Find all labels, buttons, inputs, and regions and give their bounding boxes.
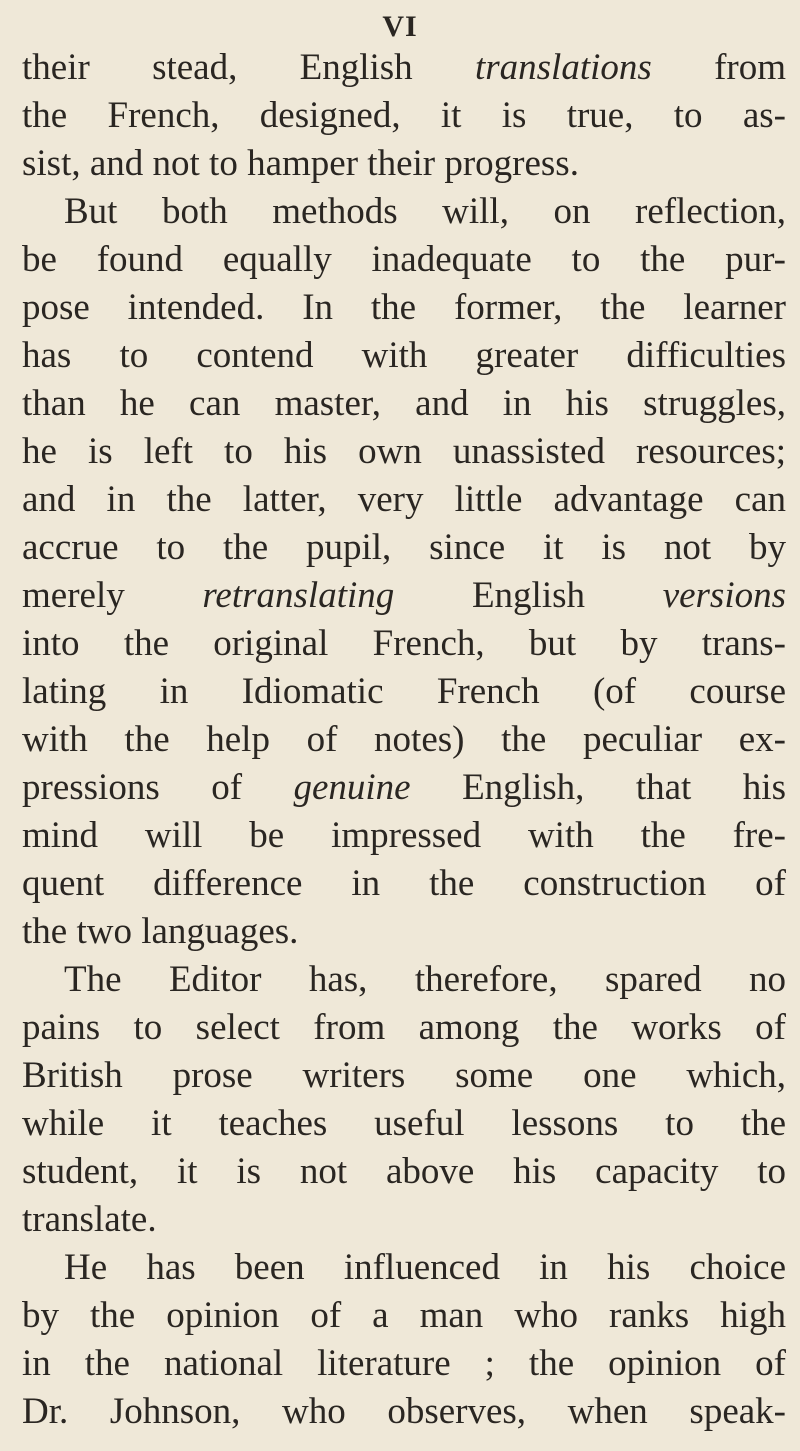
- text-segment: he is left to his own unassisted resources;: [22, 431, 786, 472]
- text-line: [22, 668, 786, 716]
- text-segment: their stead, English: [22, 47, 475, 88]
- text-segment: But both methods will, on reflection,: [64, 191, 786, 232]
- text-segment: the French, designed, it is true, to as-: [22, 95, 786, 136]
- text-line: [22, 812, 786, 860]
- text-line: [22, 188, 786, 236]
- text-line: [22, 476, 786, 524]
- text-line: [22, 332, 786, 380]
- text-segment: than he can master, and in his struggles,: [22, 383, 786, 424]
- text-line: [22, 140, 786, 188]
- italic-text: genuine: [293, 767, 411, 808]
- text-line: [22, 236, 786, 284]
- text-segment: mind will be impressed with the fre-: [22, 815, 786, 856]
- text-segment: merely: [22, 575, 203, 616]
- text-segment: The Editor has, therefore, spared no: [64, 959, 786, 1000]
- text-line: [22, 524, 786, 572]
- text-segment: translate.: [22, 1199, 157, 1240]
- text-line: [22, 1148, 786, 1196]
- text-line: [22, 956, 786, 1004]
- text-segment: English: [394, 575, 663, 616]
- text-segment: British prose writers some one which,: [22, 1055, 786, 1096]
- text-segment: by the opinion of a man who ranks high: [22, 1295, 786, 1336]
- text-segment: accrue to the pupil, since it is not by: [22, 527, 786, 568]
- text-segment: the two languages.: [22, 911, 299, 952]
- text-line: [22, 908, 786, 956]
- text-line: [22, 1292, 786, 1340]
- text-segment: quent difference in the construction of: [22, 863, 786, 904]
- text-segment: from: [651, 47, 786, 88]
- text-segment: has to contend with greater difficulties: [22, 335, 786, 376]
- text-segment: He has been influenced in his choice: [64, 1247, 786, 1288]
- text-line: [22, 284, 786, 332]
- text-line: [22, 1388, 786, 1436]
- text-segment: lating in Idiomatic French (of course: [22, 671, 786, 712]
- text-line: [22, 716, 786, 764]
- page-number: VI: [382, 10, 418, 43]
- text-segment: sist, and not to hamper their progress.: [22, 143, 579, 184]
- body-text: [22, 44, 786, 1436]
- italic-text: translations: [474, 47, 652, 88]
- text-line: [22, 380, 786, 428]
- text-line: [22, 44, 786, 92]
- text-line: [22, 1100, 786, 1148]
- text-segment: pressions of: [22, 767, 294, 808]
- italic-text: versions: [662, 575, 787, 616]
- text-line: [22, 572, 786, 620]
- text-line: [22, 92, 786, 140]
- text-line: [22, 860, 786, 908]
- text-line: [22, 764, 786, 812]
- text-segment: pose intended. In the former, the learner: [22, 287, 786, 328]
- text-line: [22, 1196, 786, 1244]
- text-line: [22, 620, 786, 668]
- text-line: [22, 1004, 786, 1052]
- text-line: [22, 1052, 786, 1100]
- text-line: [22, 428, 786, 476]
- text-segment: Dr. Johnson, who observes, when speak-: [22, 1391, 786, 1432]
- text-line: [22, 1244, 786, 1292]
- text-segment: into the original French, but by trans-: [22, 623, 786, 664]
- text-segment: be found equally inadequate to the pur-: [22, 239, 786, 280]
- text-line: [22, 1340, 786, 1388]
- text-segment: pains to select from among the works of: [22, 1007, 786, 1048]
- text-segment: while it teaches useful lessons to the: [22, 1103, 786, 1144]
- text-segment: English, that his: [410, 767, 786, 808]
- italic-text: retranslating: [202, 575, 395, 616]
- text-segment: in the national literature ; the opinion of: [22, 1343, 786, 1384]
- text-segment: student, it is not above his capacity to: [22, 1151, 786, 1192]
- text-segment: with the help of notes) the peculiar ex-: [22, 719, 786, 760]
- text-segment: and in the latter, very little advantage can: [22, 479, 786, 520]
